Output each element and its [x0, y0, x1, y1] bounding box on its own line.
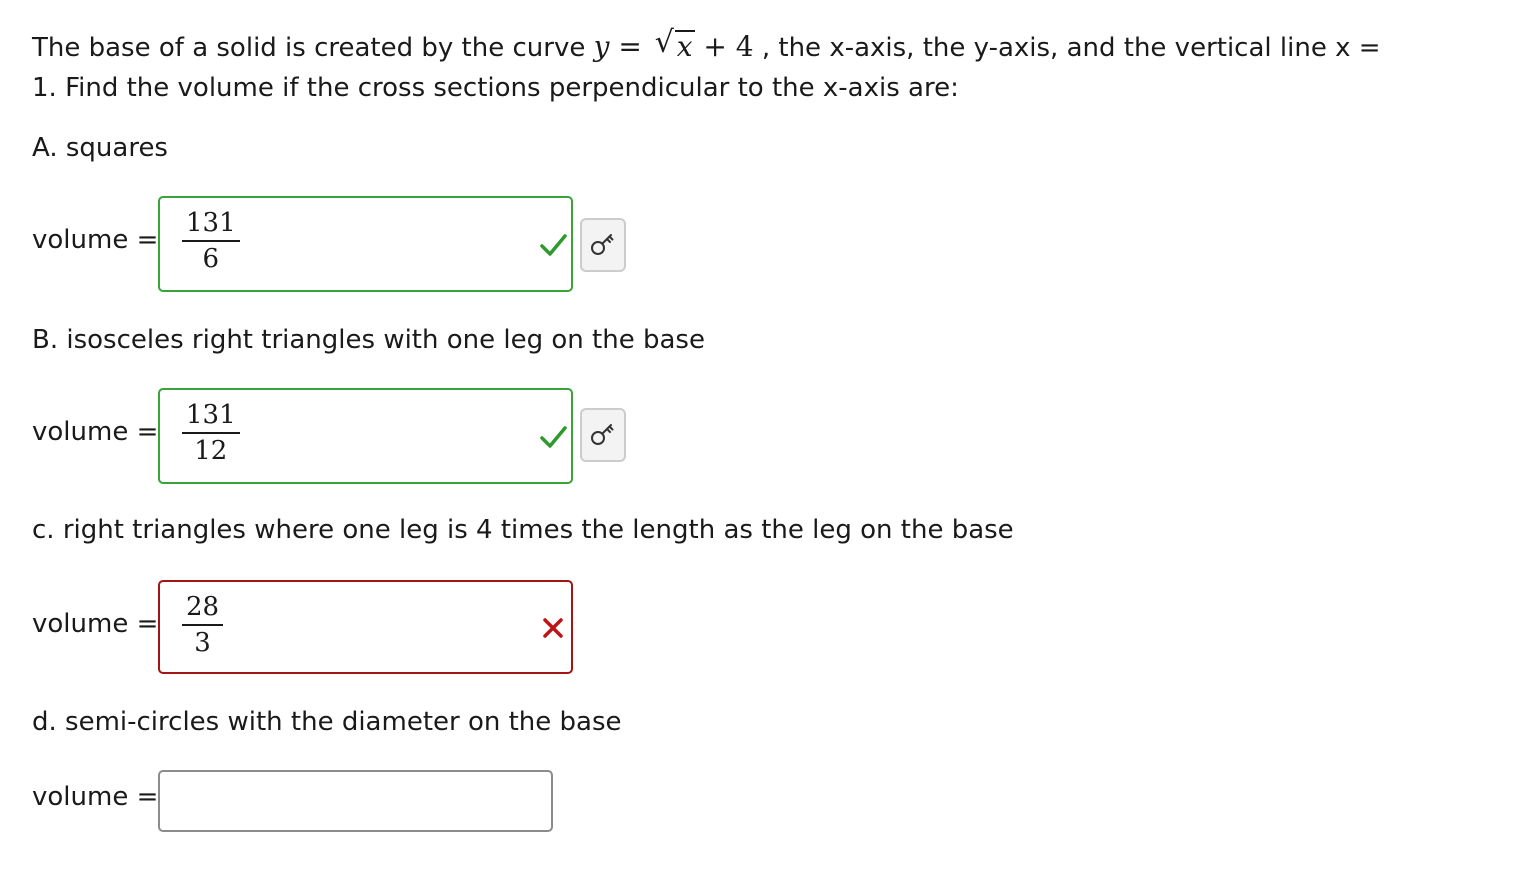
problem-text-before: The base of a solid is created by the curve	[32, 33, 594, 63]
checkmark-icon	[539, 231, 567, 259]
problem-statement-line2: 1. Find the volume if the cross sections perpendicular to the x-axis are:	[32, 73, 959, 103]
part-a-key-button[interactable]	[580, 218, 626, 272]
part-b-answer-field[interactable]	[158, 388, 573, 484]
key-icon	[588, 230, 618, 260]
part-c-fraction: 28 3	[182, 590, 223, 660]
part-a-fraction: 131 6	[182, 206, 240, 276]
checkmark-icon	[539, 423, 567, 451]
curve-equation: y = √ x + 4	[594, 30, 754, 63]
part-c-volume-label: volume =	[32, 609, 159, 639]
part-b-volume-label: volume =	[32, 417, 159, 447]
part-a-answer-field[interactable]	[158, 196, 573, 292]
cross-icon	[539, 614, 567, 642]
square-root: √ x	[654, 25, 693, 63]
part-b-key-button[interactable]	[580, 408, 626, 462]
part-c-answer-field[interactable]	[158, 580, 573, 674]
problem-text-after: , the x-axis, the y-axis, and the vertical line x =	[753, 33, 1381, 63]
problem-statement-line1	[32, 27, 1381, 68]
part-c-label: c. right triangles where one leg is 4 times the length as the leg on the base	[32, 515, 1014, 545]
part-a-label: A. squares	[32, 133, 168, 163]
key-icon	[588, 420, 618, 450]
part-d-volume-label: volume =	[32, 782, 159, 812]
part-b-label: B. isosceles right triangles with one leg on the base	[32, 325, 705, 355]
part-d-label: d. semi-circles with the diameter on the base	[32, 707, 622, 737]
part-b-fraction: 131 12	[182, 398, 240, 468]
part-a-volume-label: volume =	[32, 225, 159, 255]
part-d-answer-field[interactable]	[158, 770, 553, 832]
